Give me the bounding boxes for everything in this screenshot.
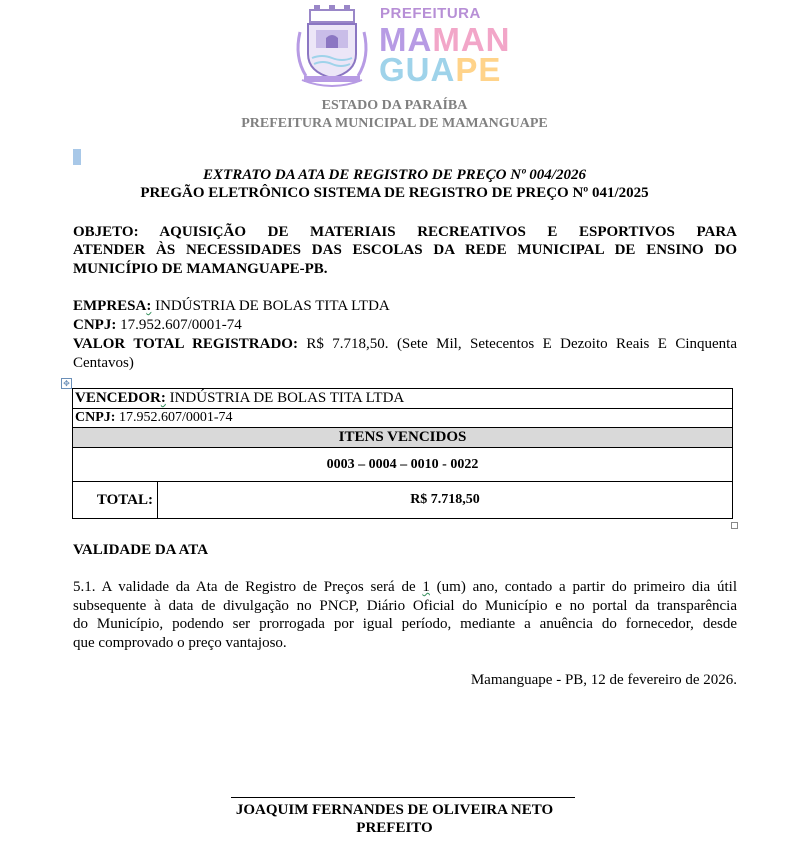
table-row (73, 448, 733, 482)
total-value: R$ 7.718,50 (158, 482, 733, 519)
valor-total-label: VALOR TOTAL REGISTRADO: (73, 336, 298, 352)
table-row (73, 482, 733, 519)
logo-name-line1: MAMAN (379, 21, 511, 58)
signatory-role: PREFEITO (356, 820, 433, 836)
cnpj-line (73, 316, 737, 335)
empresa-line (73, 297, 737, 316)
vencedor-label: VENCEDOR (75, 390, 161, 406)
valor-total-value: R$ 7.718,50. (Sete Mil, Setecentos E Dezoito Reais E Cinquenta (297, 336, 737, 352)
cnpj-label: CNPJ: (73, 317, 117, 333)
table-cnpj-value: 17.952.607/0001-74 (115, 410, 233, 425)
logo-prefeitura-text: PREFEITURA (380, 5, 481, 22)
objeto-line-1: OBJETO: AQUISIÇÃO DE MATERIAIS RECREATIVOS E ESPORTIVOS PARA (73, 224, 737, 240)
empresa-colon: : (146, 298, 152, 314)
vencedor-colon: : (160, 390, 166, 406)
itens-vencidos-value: 0003 – 0004 – 0010 - 0022 (73, 448, 733, 482)
empresa-value: INDÚSTRIA DE BOLAS TITA LTDA (151, 298, 390, 314)
validade-line-2: subsequente à data de divulgação no PNCP, Diário Oficial do Município e no portal da transparência (73, 598, 737, 614)
pregao-title: PREGÃO ELETRÔNICO SISTEMA DE REGISTRO DE PREÇO Nº 041/2025 (140, 185, 649, 201)
logo-name-line2: GUAPE (379, 51, 502, 88)
objeto-line-3: MUNICÍPIO DE MAMANGUAPE-PB. (73, 261, 328, 277)
table-row (73, 409, 733, 428)
table-move-handle-icon[interactable]: ✥ (61, 378, 72, 389)
state-header: ESTADO DA PARAÍBA (321, 98, 468, 113)
table-row (73, 389, 733, 409)
validade-heading: VALIDADE DA ATA (73, 542, 209, 558)
extract-title: EXTRATO DA ATA DE REGISTRO DE PREÇO Nº 004/2026 (203, 167, 586, 183)
signatory-name: JOAQUIM FERNANDES DE OLIVEIRA NETO (235, 802, 554, 818)
objeto-line-2: ATENDER ÀS NECESSIDADES DAS ESCOLAS DA REDE MUNICIPAL DE ENSINO DO (73, 242, 737, 258)
valor-total-line (73, 335, 737, 354)
municipality-header: PREFEITURA MUNICIPAL DE MAMANGUAPE (241, 116, 548, 131)
table-resize-handle[interactable] (731, 522, 738, 529)
municipal-coat-of-arms-icon (292, 2, 372, 88)
total-label: TOTAL: (73, 482, 158, 519)
vencedor-value: INDÚSTRIA DE BOLAS TITA LTDA (165, 390, 405, 406)
cnpj-value: 17.952.607/0001-74 (116, 317, 242, 333)
table-row (73, 428, 733, 448)
itens-vencidos-header: ITENS VENCIDOS (73, 428, 733, 448)
validade-line-1: 5.1. A validade da Ata de Registro de Preços será de 1 (um) ano, contado a partir do primeiro dia útil (73, 579, 737, 595)
validade-line-4: que comprovado o preço vantajoso. (73, 635, 287, 651)
text-cursor-marker (73, 149, 81, 165)
table-cnpj-label: CNPJ: (75, 410, 116, 425)
date-line: Mamanguape - PB, 12 de fevereiro de 2026. (470, 672, 737, 688)
signature-line (231, 797, 575, 798)
table-cnpj-cell (73, 409, 733, 428)
vencedor-cell (73, 389, 733, 409)
items-table (72, 388, 733, 519)
empresa-label: EMPRESA (73, 298, 147, 314)
validade-line-3: do Município, podendo ser prorrogada por igual período, mediante a anuência do fornecedor, desde (73, 616, 737, 632)
validade-number: 1 (422, 579, 430, 595)
valor-total-line-2: Centavos) (73, 355, 134, 371)
